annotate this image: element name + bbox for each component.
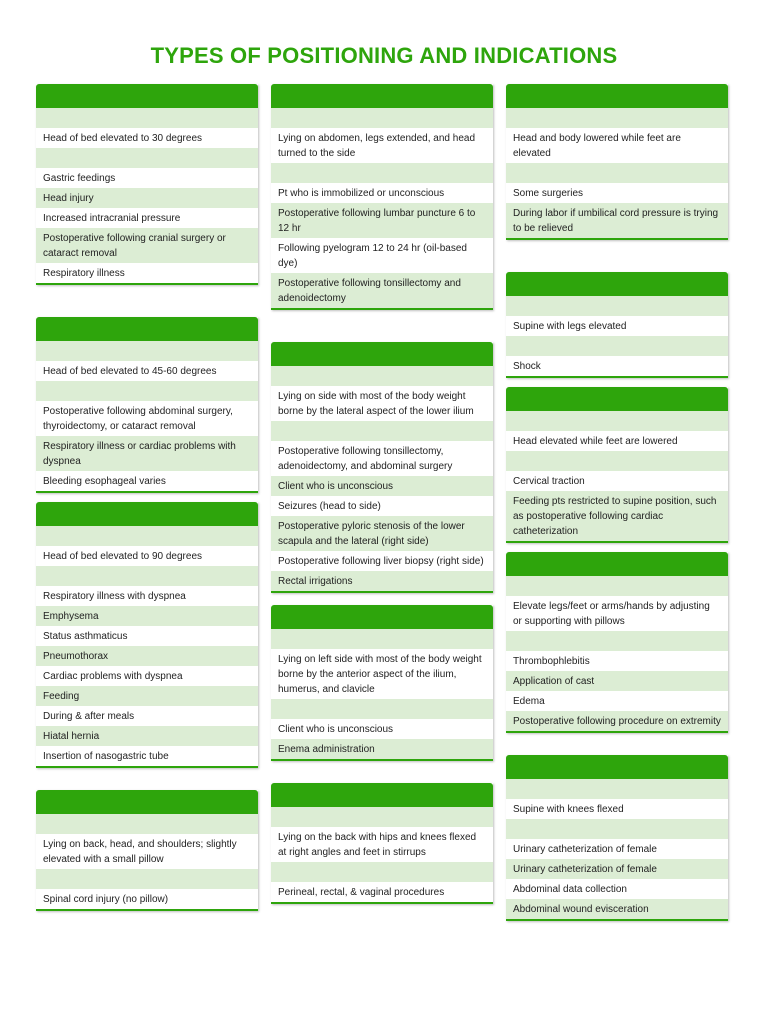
indication-item: Seizures (head to side) bbox=[271, 496, 493, 516]
description-band bbox=[506, 576, 728, 596]
indication-item: Respiratory illness with dyspnea bbox=[36, 586, 258, 606]
indications-band bbox=[36, 869, 258, 889]
description-band bbox=[36, 108, 258, 128]
card-header bbox=[506, 387, 728, 411]
indications-band bbox=[506, 336, 728, 356]
card-header bbox=[506, 552, 728, 576]
description-band bbox=[271, 366, 493, 386]
position-description: Lying on abdomen, legs extended, and head turned to the side bbox=[271, 128, 493, 163]
position-description: Head of bed elevated to 30 degrees bbox=[36, 128, 258, 148]
indication-item: Some surgeries bbox=[506, 183, 728, 203]
column-1 bbox=[36, 84, 258, 911]
position-card-sims bbox=[271, 605, 493, 761]
indication-item: Postoperative following abdominal surgery, thyroidectomy, or cataract removal bbox=[36, 401, 258, 436]
indication-item: During labor if umbilical cord pressure is trying to be relieved bbox=[506, 203, 728, 238]
card-header bbox=[271, 342, 493, 366]
position-card-limb-elevation bbox=[506, 552, 728, 733]
indications-band bbox=[271, 699, 493, 719]
indication-item: Bleeding esophageal varies bbox=[36, 471, 258, 491]
indication-item: Shock bbox=[506, 356, 728, 376]
description-band bbox=[506, 296, 728, 316]
indication-item: Postoperative pyloric stenosis of the lower scapula and the lateral (right side) bbox=[271, 516, 493, 551]
card-header bbox=[506, 84, 728, 108]
position-description: Head of bed elevated to 90 degrees bbox=[36, 546, 258, 566]
position-card-reverse-trendelenburg bbox=[506, 387, 728, 543]
position-card-semi-fowler bbox=[36, 317, 258, 493]
indication-item: Head injury bbox=[36, 188, 258, 208]
indications-band bbox=[36, 148, 258, 168]
indication-item: Perineal, rectal, & vaginal procedures bbox=[271, 882, 493, 902]
indication-item: Abdominal data collection bbox=[506, 879, 728, 899]
position-description: Lying on the back with hips and knees flexed at right angles and feet in stirrups bbox=[271, 827, 493, 862]
position-card-low-fowler bbox=[36, 84, 258, 285]
indication-item: Cervical traction bbox=[506, 471, 728, 491]
indication-item: Postoperative following tonsillectomy and adenoidectomy bbox=[271, 273, 493, 308]
position-card-lateral bbox=[271, 342, 493, 593]
position-description: Head and body lowered while feet are elevated bbox=[506, 128, 728, 163]
description-band bbox=[271, 629, 493, 649]
position-description: Head elevated while feet are lowered bbox=[506, 431, 728, 451]
position-description: Lying on left side with most of the body weight borne by the anterior aspect of the ilium, humerus, and clavicle bbox=[271, 649, 493, 699]
position-card-modified-trendelenburg bbox=[506, 272, 728, 378]
indication-item: During & after meals bbox=[36, 706, 258, 726]
description-band bbox=[506, 779, 728, 799]
description-band bbox=[271, 807, 493, 827]
indications-band bbox=[271, 421, 493, 441]
indication-item: Application of cast bbox=[506, 671, 728, 691]
description-band bbox=[506, 108, 728, 128]
position-description: Head of bed elevated to 45-60 degrees bbox=[36, 361, 258, 381]
indication-item: Client who is unconscious bbox=[271, 476, 493, 496]
card-header bbox=[271, 84, 493, 108]
indication-item: Gastric feedings bbox=[36, 168, 258, 188]
indications-band bbox=[506, 819, 728, 839]
card-header bbox=[36, 317, 258, 341]
description-band bbox=[36, 526, 258, 546]
indication-item: Urinary catheterization of female bbox=[506, 839, 728, 859]
indication-item: Feeding pts restricted to supine position, such as postoperative following cardiac catheterization bbox=[506, 491, 728, 541]
indication-item: Enema administration bbox=[271, 739, 493, 759]
position-description: Lying on back, head, and shoulders; slightly elevated with a small pillow bbox=[36, 834, 258, 869]
indication-item: Emphysema bbox=[36, 606, 258, 626]
indication-item: Postoperative following tonsillectomy, adenoidectomy, and abdominal surgery bbox=[271, 441, 493, 476]
card-header bbox=[36, 84, 258, 108]
indication-item: Insertion of nasogastric tube bbox=[36, 746, 258, 766]
position-card-prone bbox=[271, 84, 493, 310]
indications-band bbox=[506, 631, 728, 651]
indication-item: Pneumothorax bbox=[36, 646, 258, 666]
indication-item: Cardiac problems with dyspnea bbox=[36, 666, 258, 686]
indication-item: Pt who is immobilized or unconscious bbox=[271, 183, 493, 203]
indication-item: Respiratory illness or cardiac problems with dyspnea bbox=[36, 436, 258, 471]
indication-item: Spinal cord injury (no pillow) bbox=[36, 889, 258, 909]
indications-band bbox=[36, 566, 258, 586]
indication-item: Following pyelogram 12 to 24 hr (oil-based dye) bbox=[271, 238, 493, 273]
card-header bbox=[36, 502, 258, 526]
position-card-supine bbox=[36, 790, 258, 911]
indication-item: Client who is unconscious bbox=[271, 719, 493, 739]
indication-item: Status asthmaticus bbox=[36, 626, 258, 646]
indications-band bbox=[506, 451, 728, 471]
indication-item: Rectal irrigations bbox=[271, 571, 493, 591]
column-3 bbox=[506, 84, 728, 921]
description-band bbox=[36, 814, 258, 834]
position-card-high-fowler bbox=[36, 502, 258, 768]
indication-item: Postoperative following liver biopsy (right side) bbox=[271, 551, 493, 571]
position-description: Supine with legs elevated bbox=[506, 316, 728, 336]
card-header bbox=[506, 272, 728, 296]
column-2 bbox=[271, 84, 493, 904]
indication-item: Thrombophlebitis bbox=[506, 651, 728, 671]
indication-item: Postoperative following procedure on extremity bbox=[506, 711, 728, 731]
card-header bbox=[506, 755, 728, 779]
indication-item: Postoperative following cranial surgery or cataract removal bbox=[36, 228, 258, 263]
indication-item: Feeding bbox=[36, 686, 258, 706]
indication-item: Respiratory illness bbox=[36, 263, 258, 283]
page-title: TYPES OF POSITIONING AND INDICATIONS bbox=[150, 43, 618, 68]
description-band bbox=[506, 411, 728, 431]
indication-item: Urinary catheterization of female bbox=[506, 859, 728, 879]
position-card-lithotomy bbox=[271, 783, 493, 904]
indication-item: Increased intracranial pressure bbox=[36, 208, 258, 228]
indication-item: Abdominal wound evisceration bbox=[506, 899, 728, 919]
indications-band bbox=[506, 163, 728, 183]
position-card-dorsal-recumbent bbox=[506, 755, 728, 921]
description-band bbox=[271, 108, 493, 128]
indication-item: Hiatal hernia bbox=[36, 726, 258, 746]
indications-band bbox=[36, 381, 258, 401]
indications-band bbox=[271, 163, 493, 183]
card-header bbox=[271, 783, 493, 807]
position-card-trendelenburg bbox=[506, 84, 728, 240]
indication-item: Postoperative following lumbar puncture 6 to 12 hr bbox=[271, 203, 493, 238]
indication-item: Edema bbox=[506, 691, 728, 711]
position-description: Supine with knees flexed bbox=[506, 799, 728, 819]
card-header bbox=[36, 790, 258, 814]
description-band bbox=[36, 341, 258, 361]
position-description: Lying on side with most of the body weight borne by the lateral aspect of the lower ilium bbox=[271, 386, 493, 421]
indications-band bbox=[271, 862, 493, 882]
position-description: Elevate legs/feet or arms/hands by adjusting or supporting with pillows bbox=[506, 596, 728, 631]
card-header bbox=[271, 605, 493, 629]
